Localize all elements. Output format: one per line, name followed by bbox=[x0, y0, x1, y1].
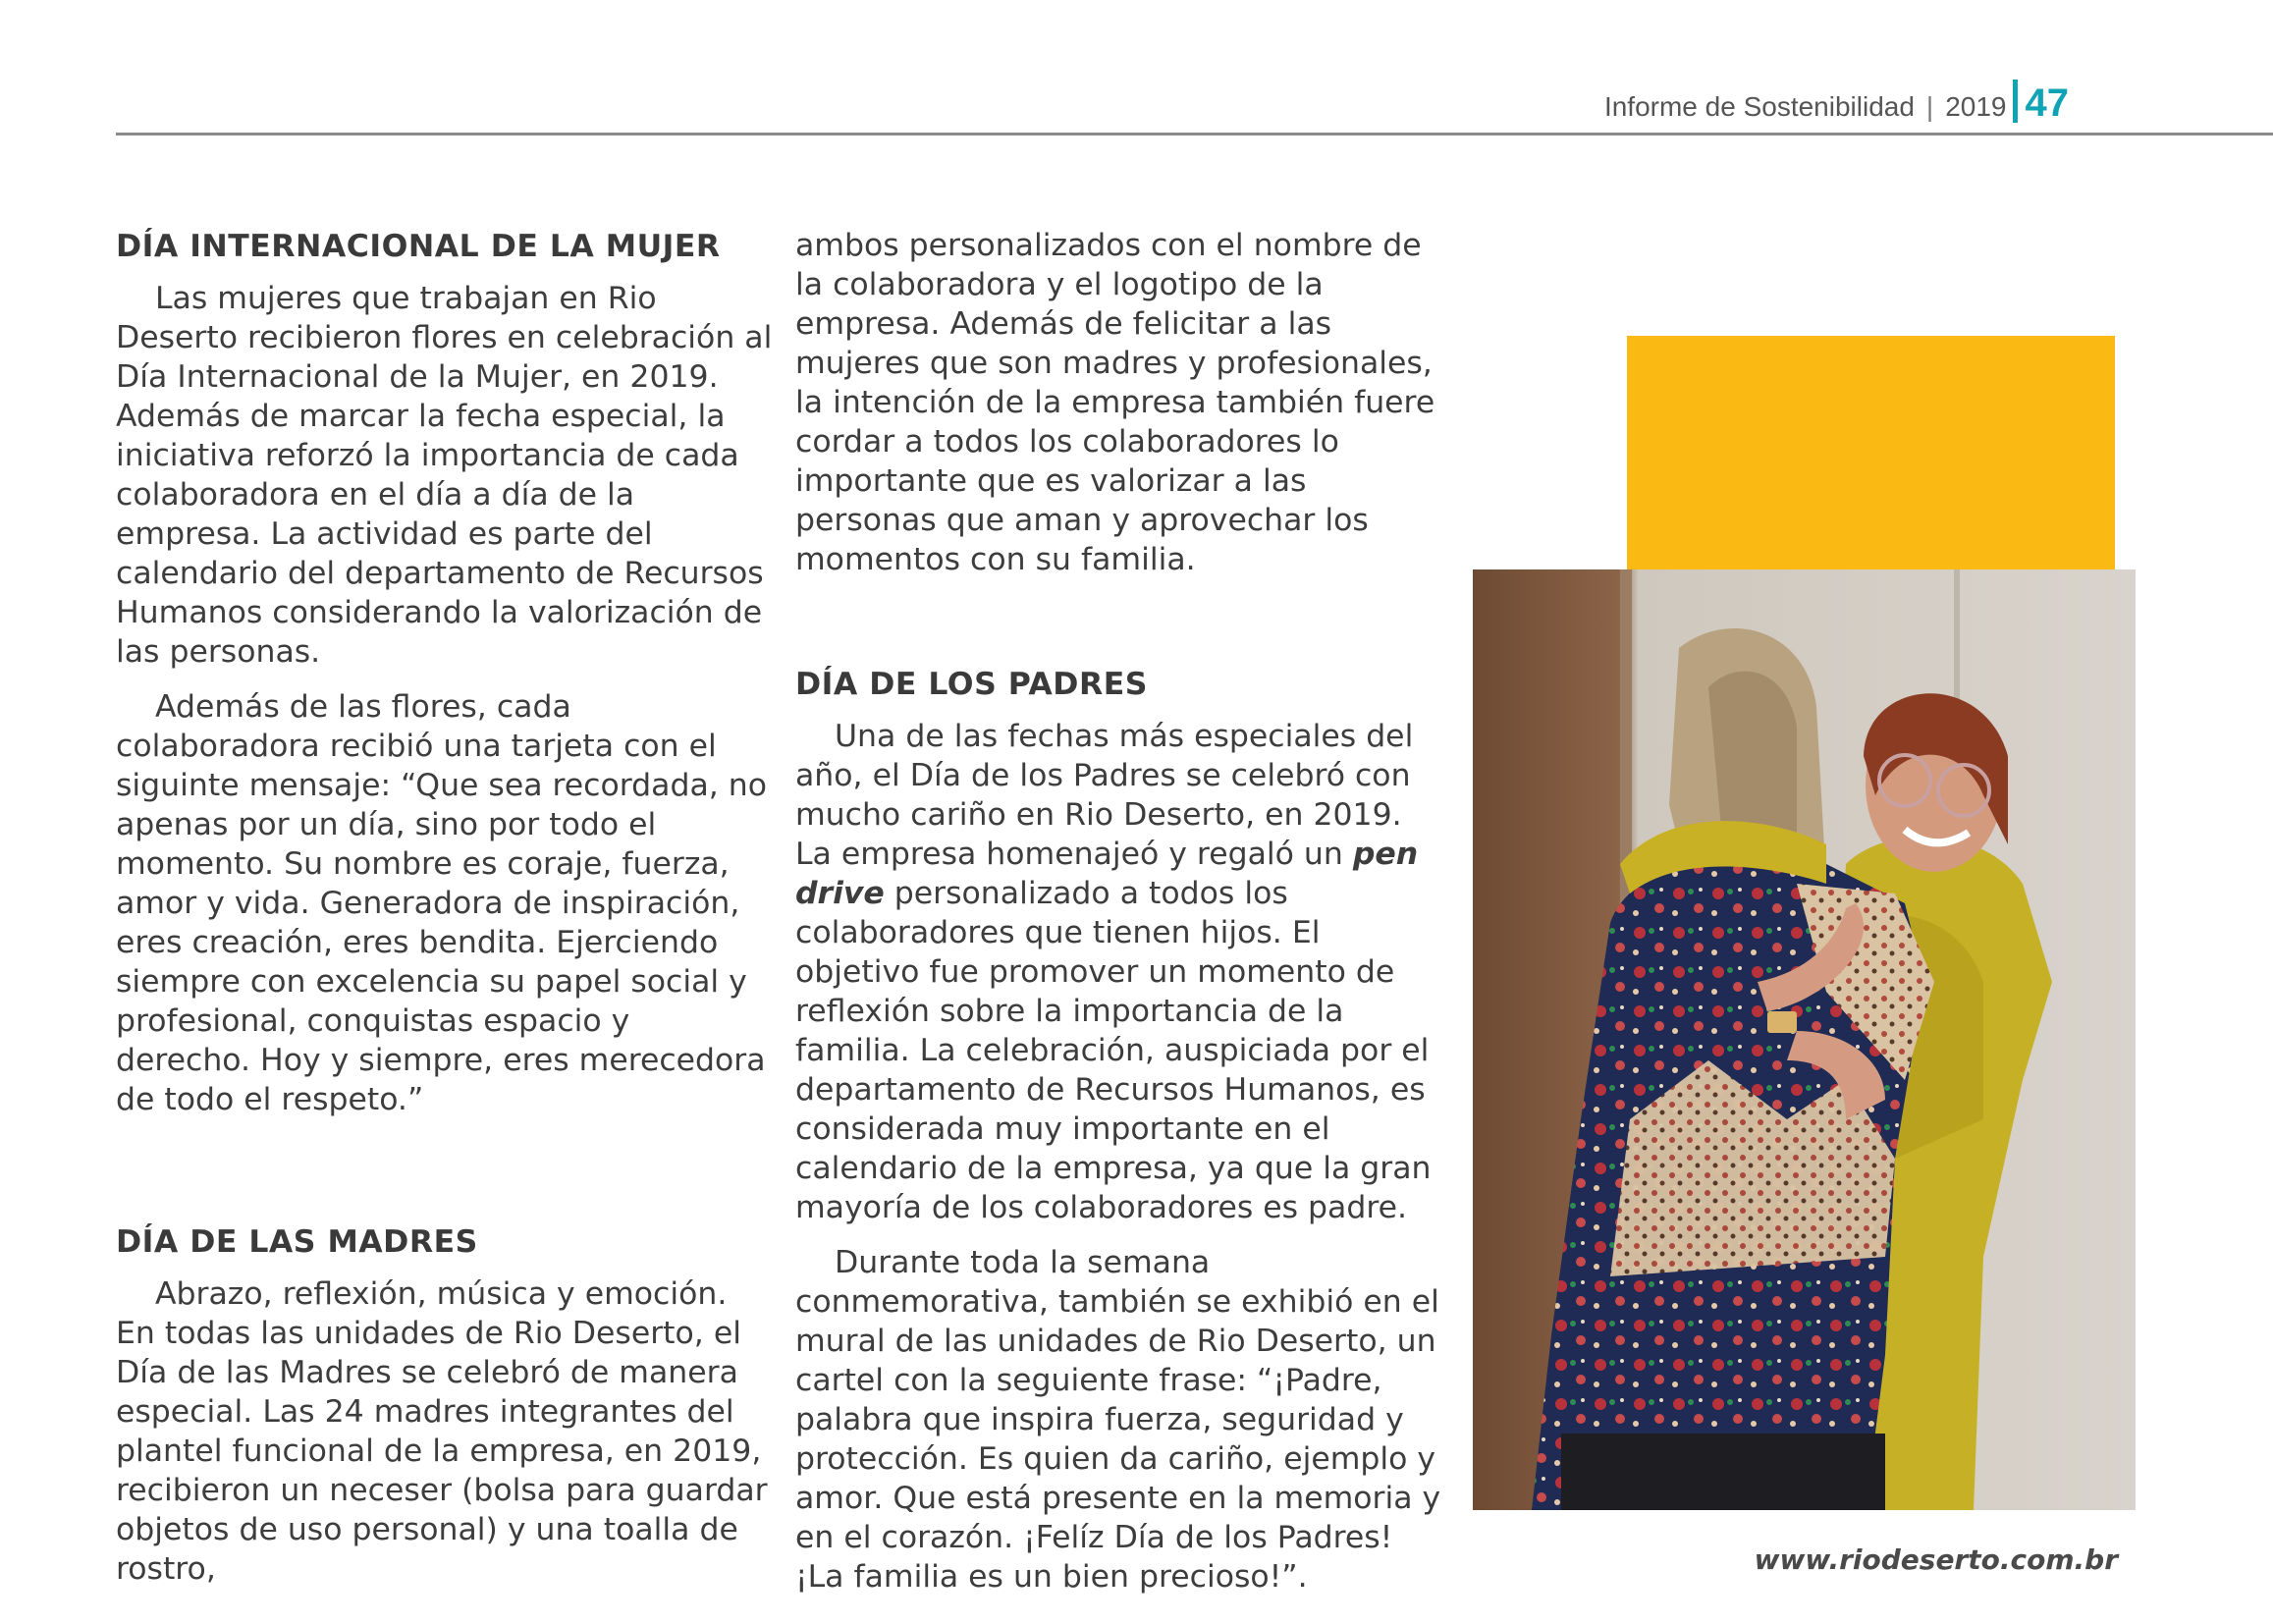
heading-dia-mujer: DÍA INTERNACIONAL DE LA MUJER bbox=[116, 229, 721, 264]
paragraph-padres-2: Durante toda la semana conmemorativa, también se exhibió en el mural de las unidades de Rio Deserto, un cartel con la seguiente frase: “¡Padre, palabra que inspira fuerza, seguridad y protección. Es quien da cariño, ejemplo y amor. Que está presente en la memoria y en el corazón. ¡Felíz Día de los Padres! ¡La familia es un bien precioso!”. bbox=[795, 1245, 1441, 1595]
heading-dia-padres: DÍA DE LOS PADRES bbox=[795, 667, 1148, 702]
header-separator: | bbox=[1925, 91, 1934, 122]
page-number: 47 bbox=[2025, 81, 2069, 125]
column-middle bbox=[795, 226, 1443, 1612]
column-left bbox=[116, 226, 774, 1604]
paragraph-madres-continued: ambos personalizados con el nombre de la colaboradora y el logotipo de la empresa. Además de felicitar a las mujeres que son madres y profesionales, la intención de la empresa también fuere cordar a todos los colaboradores lo importante que es valorizar a las personas que aman y aprovechar los momentos con su familia. bbox=[795, 228, 1435, 577]
footer-website: www.riodeserto.com.br bbox=[1754, 1543, 2118, 1576]
paragraph-mujer-1: Las mujeres que trabajan en Rio Deserto recibieron flores en celebración al Día Internacional de la Mujer, en 2019. Además de marcar la fecha especial, la iniciativa reforzó la importancia de cada colaboradora en el día a día de la empresa. La actividad es parte del calendario del departamento de Recursos Humanos considerando la valorización de las personas. bbox=[116, 281, 773, 670]
report-year: 2019 bbox=[1945, 91, 2007, 122]
page-number-bar bbox=[2013, 80, 2018, 123]
page-header bbox=[1604, 81, 2069, 123]
header-divider bbox=[116, 133, 2273, 135]
heading-dia-madres: DÍA DE LAS MADRES bbox=[116, 1224, 478, 1260]
emphasis-pen-drive: pen drive bbox=[795, 837, 1419, 911]
paragraph-padres-1: Una de las fechas más especiales del año, el Día de los Padres se celebró con mucho cariño en Rio Deserto, en 2019. La empresa homenajeó y regaló un pen drive personalizado a todos los colaboradores que tienen hijos. El objetivo fue promover un momento de reflexión sobre la importancia de la familia. La celebración, auspiciada por el departamento de Recursos Humanos, es considerada muy importante en el calendario de la empresa, ya que la gran mayoría de los colaboradores es padre. bbox=[795, 719, 1432, 1225]
paragraph-madres-1: Abrazo, reflexión, música y emoción. En todas las unidades de Rio Deserto, el Día de las Madres se celebró de manera especial. Las 24 madres integrantes del plantel funcional de la empresa, en 2019, recibieron un neceser (bolsa para guardar objetos de uso personal) y una toalla de rostro, bbox=[116, 1276, 768, 1587]
report-title: Informe de Sostenibilidad bbox=[1603, 91, 1915, 122]
yellow-accent-block bbox=[1627, 336, 2115, 576]
paragraph-mujer-2: Además de las flores, cada colaboradora recibió una tarjeta con el siguinte mensaje: “Que sea recordada, no apenas por un día, sino por todo el momento. Su nombre es coraje, fuerza, amor y vida. Generadora de inspiración, eres creación, eres bendita. Ejerciendo siempre con excelencia su papel social y profesional, conquistas espacio y derecho. Hoy y siempre, eres merecedora de todo el respeto.” bbox=[116, 689, 768, 1117]
photo-women-hugging bbox=[1473, 569, 2136, 1510]
